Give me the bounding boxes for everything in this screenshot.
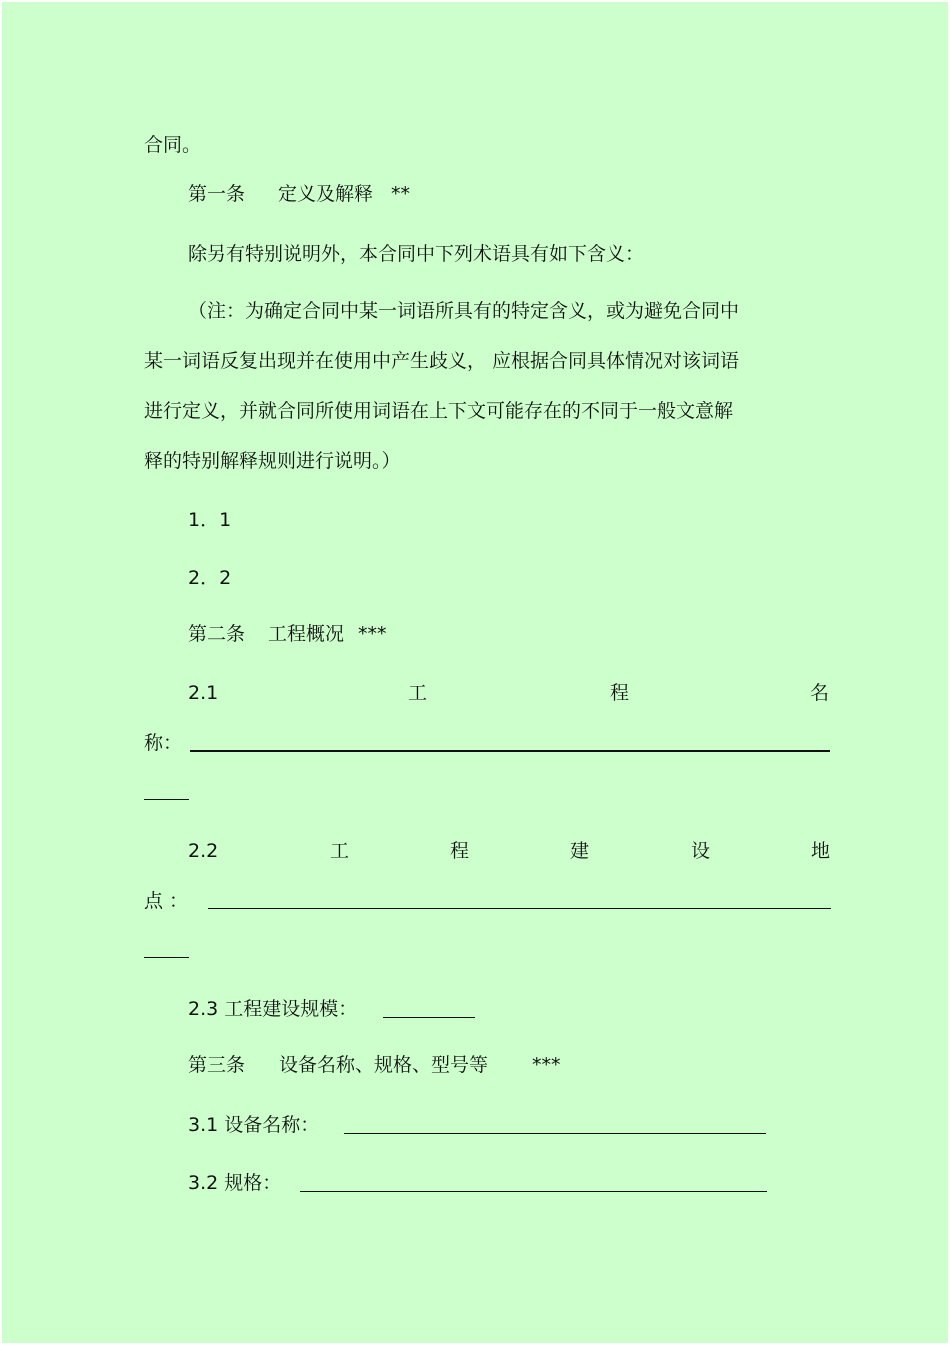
construction-scale-blank [383,1017,475,1018]
item-1-1: 1．1 [188,509,232,531]
project-name-blank [190,750,830,752]
article-2-mark: *** [358,623,387,645]
paragraph-contract-end: 合同。 [144,134,202,156]
section-2-2-char-3: 建 [570,840,590,862]
section-3-2-label: 3.2 规格： [188,1172,282,1194]
section-2-1-char-1: 工 [408,682,428,704]
project-name-blank-continued [144,799,189,800]
section-2-2-char-2: 程 [450,840,470,862]
article-3-title: 设备名称、规格、型号等 [279,1054,489,1076]
article-3-mark: *** [532,1054,561,1076]
item-2-2: 2．2 [188,567,232,589]
equipment-name-blank [344,1133,766,1134]
section-2-2-char-4: 设 [691,840,711,862]
note-line-2: 某一词语反复出现并在使用中产生歧义， 应根据合同具体情况对该词语 [144,350,740,372]
note-line-3: 进行定义，并就合同所使用词语在上下文可能存在的不同于一般文意解 [144,400,734,422]
paragraph-definition-intro: 除另有特别说明外，本合同中下列术语具有如下含义： [188,243,645,265]
section-2-2-label-end: 点 ： [144,890,189,912]
article-2-title: 工程概况 [268,623,345,645]
article-1-mark: ** [391,183,410,205]
section-3-1-label: 3.1 设备名称： [188,1114,320,1136]
section-2-1-number: 2.1 [188,682,219,704]
section-2-1-char-2: 程 [610,682,630,704]
specification-blank [300,1191,767,1192]
article-3-number: 第三条 [188,1054,246,1076]
article-1-number: 第一条 [188,183,246,205]
document-page [2,2,948,1343]
section-2-2-number: 2.2 [188,840,219,862]
section-2-2-char-1: 工 [330,840,350,862]
section-2-1-label-end: 称： [144,732,183,754]
article-1-title: 定义及解释 [278,183,374,205]
section-2-2-char-5: 地 [811,840,831,862]
construction-site-blank-continued [144,957,189,958]
note-line-4: 释的特别解释规则进行说明。） [144,450,401,472]
section-2-3-label: 2.3 工程建设规模： [188,998,358,1020]
construction-site-blank [208,908,831,909]
article-2-number: 第二条 [188,623,246,645]
note-line-1: （注：为确定合同中某一词语所具有的特定含义，或为避免合同中 [188,300,740,322]
section-2-1-char-3: 名 [810,682,830,704]
